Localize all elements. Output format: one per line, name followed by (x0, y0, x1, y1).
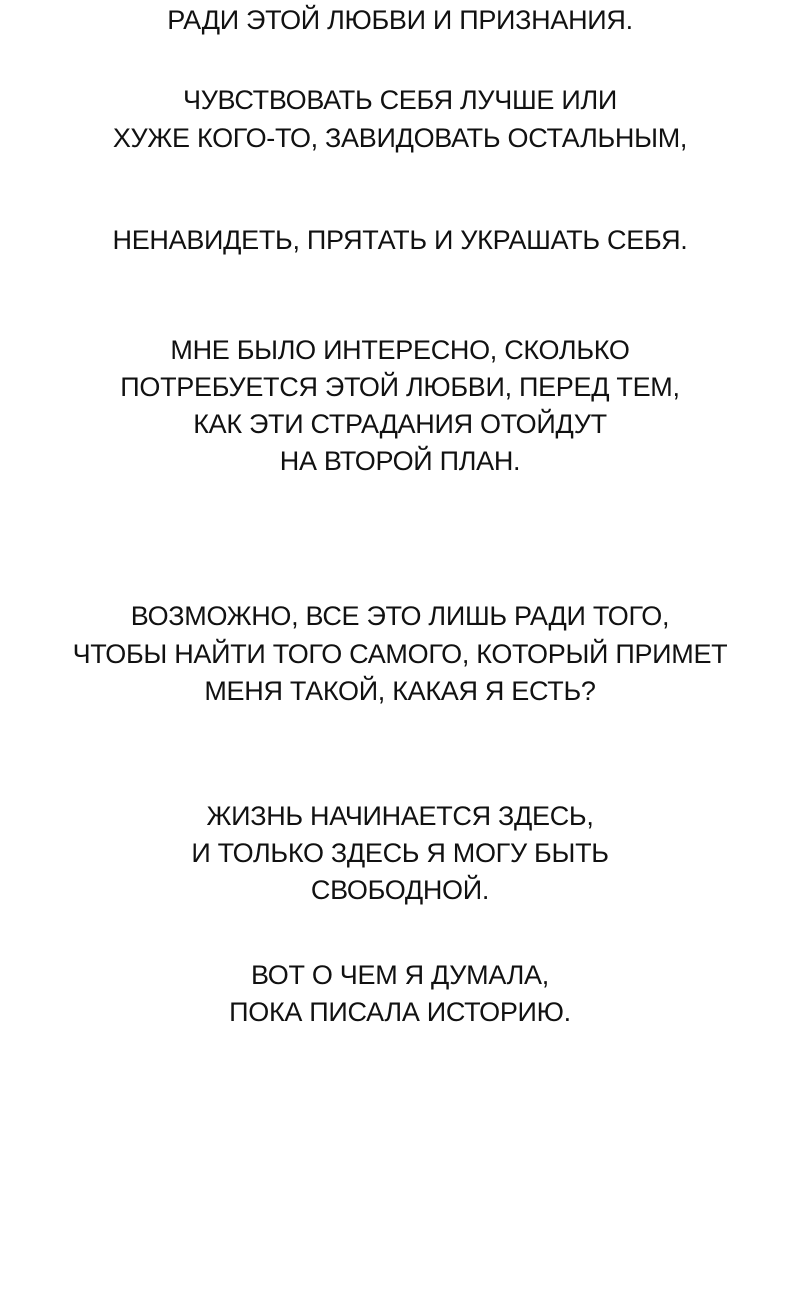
text-line: НЕНАВИДЕТЬ, ПРЯТАТЬ И УКРАШАТЬ СЕБЯ. (112, 225, 688, 255)
text-line: ЧУВСТВОВАТЬ СЕБЯ ЛУЧШЕ ИЛИ (183, 85, 617, 115)
text-line: ПОТРЕБУЕТСЯ ЭТОЙ ЛЮБВИ, ПЕРЕД ТЕМ, (120, 372, 680, 402)
text-line: МНЕ БЫЛО ИНТЕРЕСНО, СКОЛЬКО (170, 335, 630, 365)
text-line: ЧТОБЫ НАЙТИ ТОГО САМОГО, КОТОРЫЙ ПРИМЕТ (72, 639, 728, 669)
text-line: ВОТ О ЧЕМ Я ДУМАЛА, (251, 960, 549, 990)
text-line: СВОБОДНОЙ. (310, 875, 490, 905)
text-line: МЕНЯ ТАКОЙ, КАКАЯ Я ЕСТЬ? (204, 676, 596, 706)
text-line: ХУЖЕ КОГО-ТО, ЗАВИДОВАТЬ ОСТАЛЬНЫМ, (112, 123, 688, 153)
text-line: ПОКА ПИСАЛА ИСТОРИЮ. (229, 997, 571, 1027)
text-line: ВОЗМОЖНО, ВСЕ ЭТО ЛИШЬ РАДИ ТОГО, (130, 601, 670, 631)
text-line: НА ВТОРОЙ ПЛАН. (279, 446, 521, 476)
text-line: ЖИЗНЬ НАЧИНАЕТСЯ ЗДЕСЬ, (206, 801, 594, 831)
text-line: КАК ЭТИ СТРАДАНИЯ ОТОЙДУТ (193, 409, 607, 439)
text-line: РАДИ ЭТОЙ ЛЮБВИ И ПРИЗНАНИЯ. (167, 5, 633, 35)
text-line: И ТОЛЬКО ЗДЕСЬ Я МОГУ БЫТЬ (191, 838, 609, 868)
